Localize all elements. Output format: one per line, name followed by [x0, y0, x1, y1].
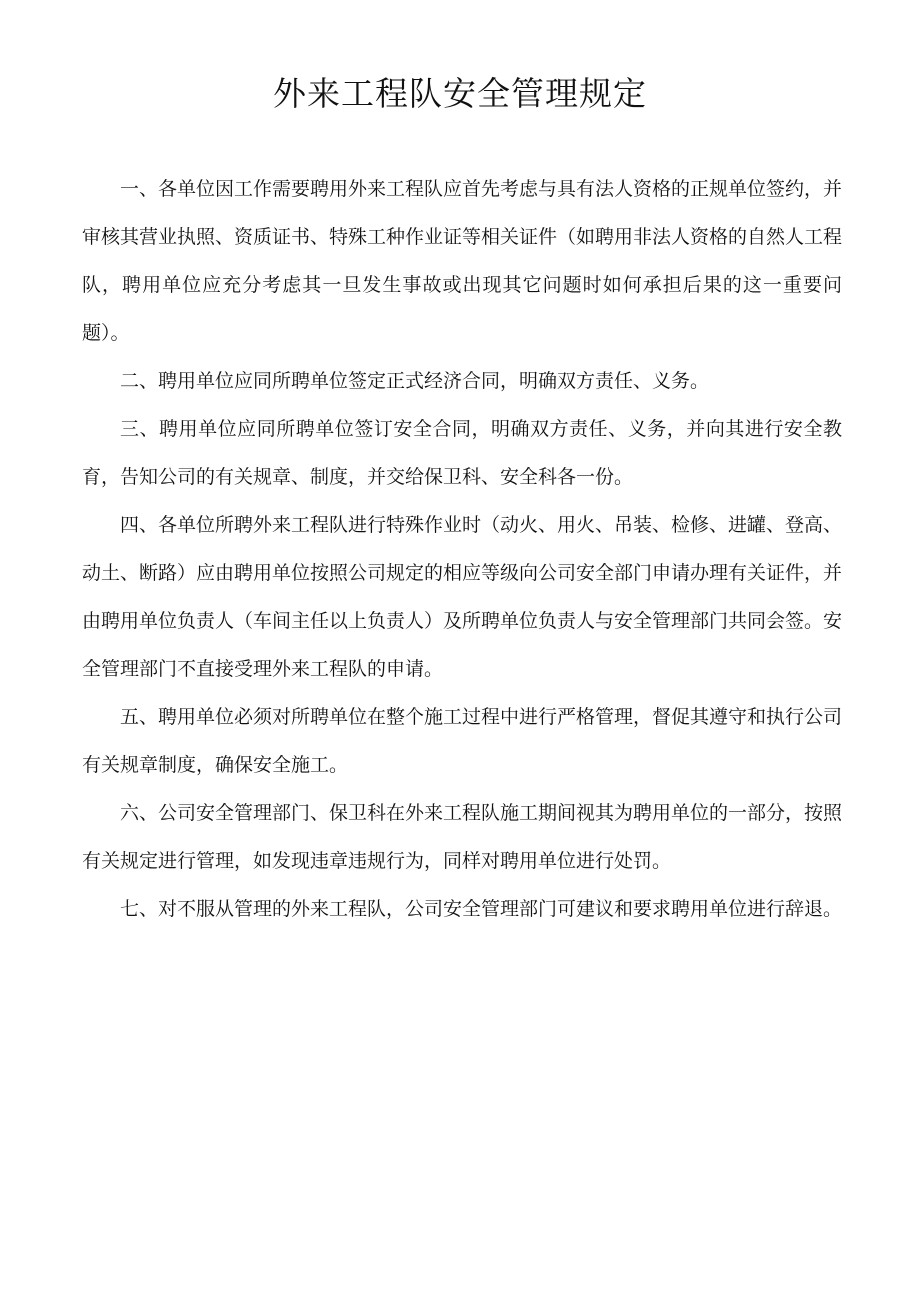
clause-5: 五、聘用单位必须对所聘单位在整个施工过程中进行严格管理，督促其遵守和执行公司有关规章制度，确保安全施工。 [82, 706, 843, 776]
clause-1: 一、各单位因工作需要聘用外来工程队应首先考虑与具有法人资格的正规单位签约，并审核其营业执照、资质证书、特殊工种作业证等相关证件（如聘用非法人资格的自然人工程队，聘用单位应充分考虑其一旦发生事故或出现其它问题时如何承担后果的这一重要问题）。 [82, 178, 843, 344]
document-title: 外来工程队安全管理规定 [273, 74, 647, 113]
clause-6: 六、公司安全管理部门、保卫科在外来工程队施工期间视其为聘用单位的一部分，按照有关规定进行管理，如发现违章违规行为，同样对聘用单位进行处罚。 [82, 802, 843, 872]
clause-4: 四、各单位所聘外来工程队进行特殊作业时（动火、用火、吊装、检修、进罐、登高、动土、断路）应由聘用单位按照公司规定的相应等级向公司安全部门申请办理有关证件，并由聘用单位负责人（车间主任以上负责人）及所聘单位负责人与安全管理部门共同会签。安全管理部门不直接受理外来工程队的申请。 [82, 514, 843, 680]
document-body [82, 165, 842, 933]
clause-3: 三、聘用单位应同所聘单位签订安全合同，明确双方责任、义务，并向其进行安全教育，告知公司的有关规章、制度，并交给保卫科、安全科各一份。 [82, 418, 842, 488]
clause-7: 七、对不服从管理的外来工程队，公司安全管理部门可建议和要求聘用单位进行辞退。 [120, 898, 843, 920]
clause-2: 二、聘用单位应同所聘单位签定正式经济合同，明确双方责任、义务。 [120, 370, 710, 392]
